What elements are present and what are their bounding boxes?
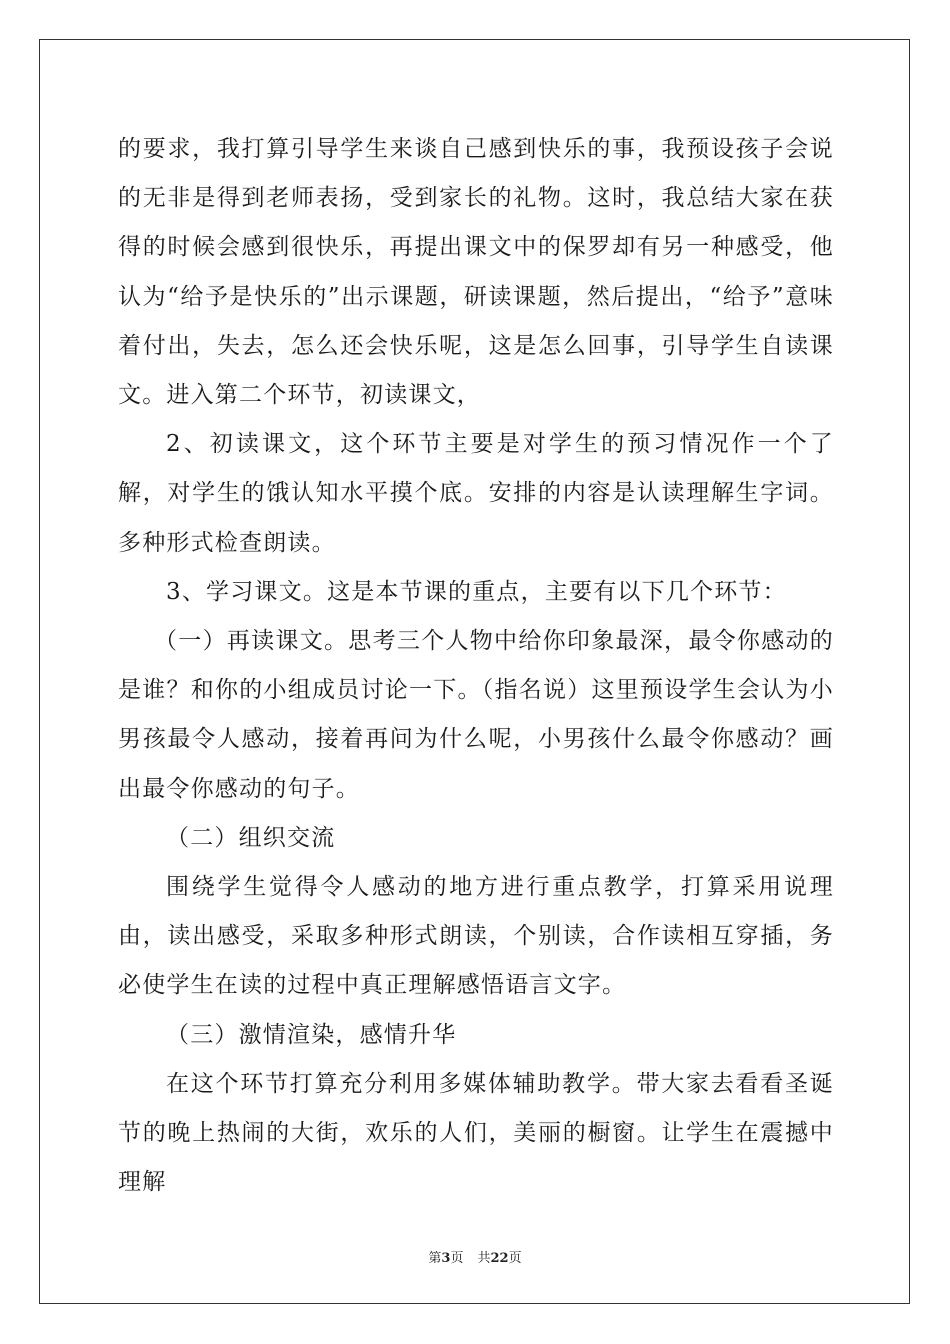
page-unit: 页 [450,1251,464,1266]
paragraph-2: 2、初读课文，这个环节主要是对学生的预习情况作一个了解，对学生的饿认知水平摸个底。安排的内容是认读理解生字词。多种形式检查朗读。 [118,431,834,556]
page-total: 22 [490,1251,509,1266]
document-body [118,125,834,1207]
paragraph-8: 在这个环节打算充分利用多媒体辅助教学。带大家去看看圣诞节的晚上热闹的大街，欢乐的人们，美丽的橱窗。让学生在震撼中理解 [118,1070,834,1196]
paragraph-6: 围绕学生觉得令人感动的地方进行重点教学，打算采用说理由，读出感受，采取多种形式朗读，个别读，合作读相互穿插，务必使学生在读的过程中真正理解感悟语言文字。 [118,874,834,999]
paragraph-5: （二）组织交流 [166,824,336,851]
total-prefix: 共 [477,1251,491,1266]
paragraph-1: 的要求，我打算引导学生来谈自己感到快乐的事，我预设孩子会说的无非是得到老师表扬，受到家长的礼物。这时，我总结大家在获得的时候会感到很快乐，再提出课文中的保罗却有另一种感受，他认为“给予是快乐的”出示课题，研读课题，然后提出，“给予”意味着付出，失去，怎么还会快乐呢，这是怎么回事，引导学生自读课文。进入第二个环节，初读课文， [118,136,834,409]
paragraph-3: 3、学习课文。这是本节课的重点，主要有以下几个环节： [166,578,787,605]
total-unit: 页 [508,1251,522,1266]
page-current: 3 [441,1251,451,1266]
page-prefix: 第 [428,1251,442,1266]
page-footer [0,1247,950,1266]
paragraph-7: （三）激情渲染，感情升华 [166,1021,457,1048]
paragraph-4: （一）再读课文。思考三个人物中给你印象最深，最令你感动的是谁？和你的小组成员讨论一下。（指名说）这里预设学生会认为小男孩最令人感动，接着再问为什么呢，小男孩什么最令你感动？画出最令你感动的句子。 [118,628,834,802]
